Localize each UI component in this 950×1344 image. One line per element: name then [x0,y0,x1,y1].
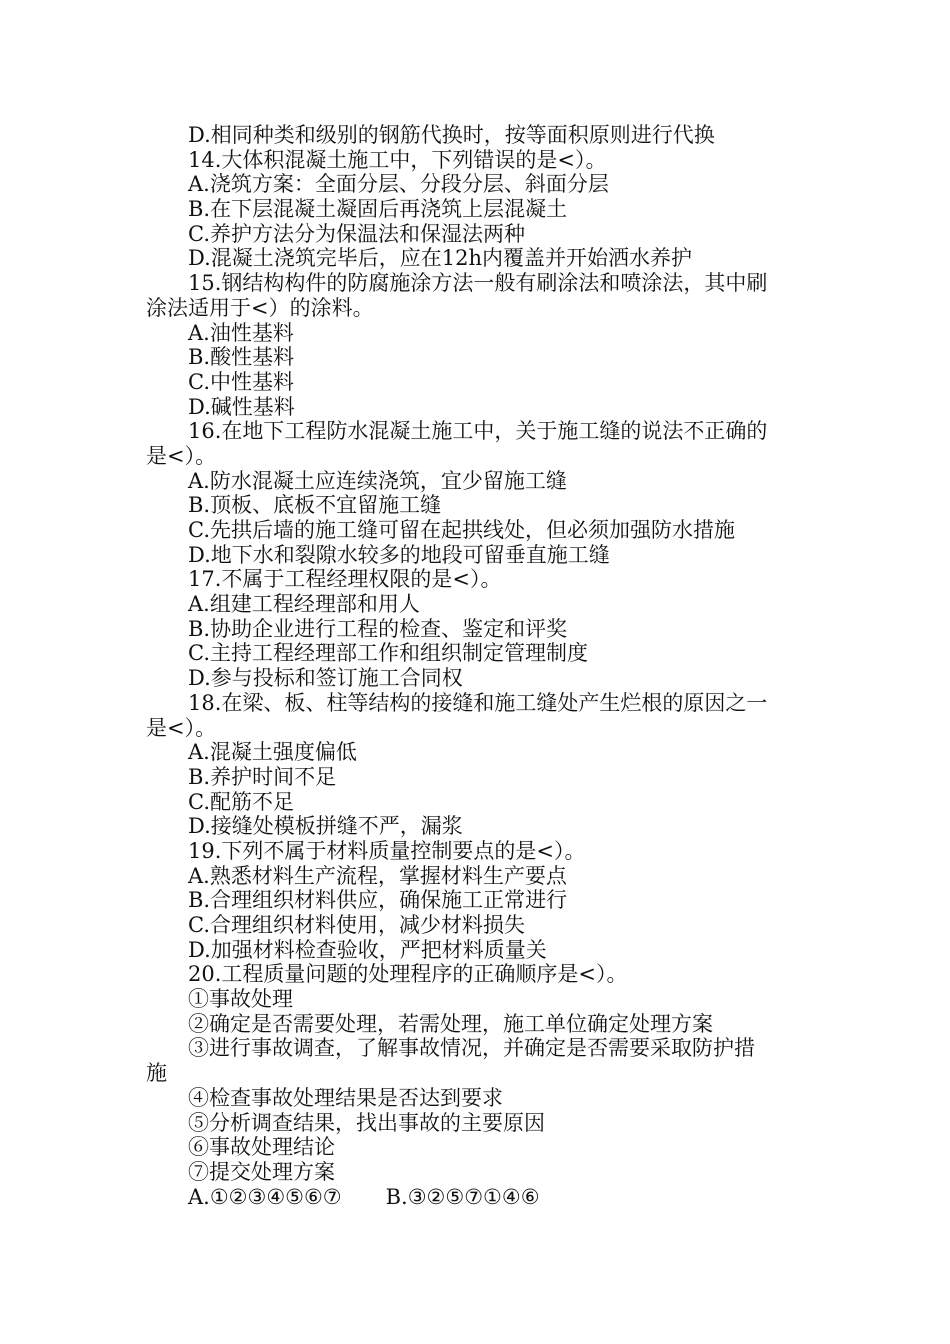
answer-options-line [146,1185,810,1210]
question-14: 14.大体积混凝土施工中，下列错误的是<）。 [188,147,607,172]
question-19: 19.下列不属于材料质量控制要点的是<）。 [188,838,586,863]
document-page [146,123,810,1209]
option-line: B.合理组织材料供应，确保施工正常进行 [188,888,568,913]
option-line: B.协助企业进行工程的检查、鉴定和评奖 [188,616,568,641]
step-line: ⑤分析调查结果，找出事故的主要原因 [188,1110,545,1135]
option-line: B.顶板、底板不宜留施工缝 [188,493,442,518]
step-line: ④检查事故处理结果是否达到要求 [188,1085,503,1110]
option-line: A.熟悉材料生产流程，掌握材料生产要点 [188,863,567,888]
question-16-continuation: 是<）。 [146,443,217,468]
question-18: 18.在梁、板、柱等结构的接缝和施工缝处产生烂根的原因之一 [188,690,768,715]
question-15: 15.钢结构构件的防腐施涂方法一般有刷涂法和喷涂法，其中刷 [188,271,768,296]
option-line: D.碱性基料 [188,394,295,419]
step-line: ③进行事故调查，了解事故情况，并确定是否需要采取防护措 [188,1036,755,1061]
question-15-continuation: 涂法适用于<）的涂料。 [146,295,374,320]
option-line: C.主持工程经理部工作和组织制定管理制度 [188,641,588,666]
answer-option-a: A.①②③④⑤⑥⑦ [188,1184,342,1209]
question-16: 16.在地下工程防水混凝土施工中，关于施工缝的说法不正确的 [188,419,768,444]
option-line: A.混凝土强度偏低 [188,740,357,765]
option-line: C.配筋不足 [188,789,294,814]
answer-option-b: B.③②⑤⑦①④⑥ [385,1184,540,1209]
option-line: A.防水混凝土应连续浇筑，宜少留施工缝 [188,468,567,493]
option-line: C.养护方法分为保温法和保湿法两种 [188,221,525,246]
question-18-continuation: 是<）。 [146,715,217,740]
option-line: A.组建工程经理部和用人 [188,592,420,617]
option-line: B.酸性基料 [188,345,295,370]
option-line: D.加强材料检查验收，严把材料质量关 [188,937,547,962]
option-line: D.参与投标和签订施工合同权 [188,666,463,691]
question-17: 17.不属于工程经理权限的是<）。 [188,567,502,592]
option-line: D.混凝土浇筑完毕后，应在12h内覆盖并开始洒水养护 [188,246,693,271]
option-line: D.地下水和裂隙水较多的地段可留垂直施工缝 [188,542,610,567]
step-line: ⑦提交处理方案 [188,1159,335,1184]
text-line: D.相同种类和级别的钢筋代换时，按等面积原则进行代换 [188,123,715,147]
option-line: B.在下层混凝土凝固后再浇筑上层混凝土 [188,197,568,222]
step-line: ⑥事故处理结论 [188,1135,335,1160]
question-20: 20.工程质量问题的处理程序的正确顺序是<）。 [188,962,628,987]
option-line: C.先拱后墙的施工缝可留在起拱线处，但必须加强防水措施 [188,518,735,542]
option-line: C.合理组织材料使用，减少材料损失 [188,913,525,937]
option-line: A.浇筑方案：全面分层、分段分层、斜面分层 [188,172,609,197]
step-line: ①事故处理 [188,987,293,1012]
option-line: B.养护时间不足 [188,764,337,789]
step-line-continuation: 施 [146,1061,167,1086]
option-line: C.中性基料 [188,369,294,394]
step-line: ②确定是否需要处理，若需处理，施工单位确定处理方案 [188,1011,713,1036]
option-line: D.接缝处模板拼缝不严，漏浆 [188,814,463,839]
option-line: A.油性基料 [188,320,294,345]
